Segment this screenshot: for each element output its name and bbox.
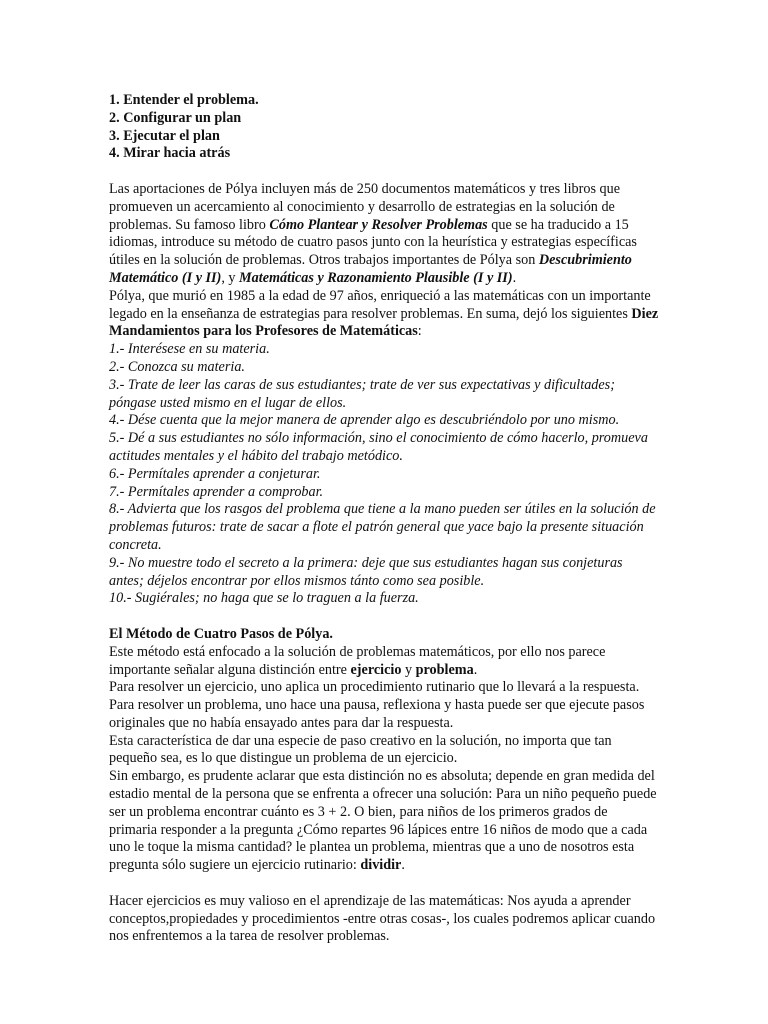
legacy-paragraph — [109, 288, 659, 341]
method-paragraph — [109, 644, 659, 680]
blank-line — [109, 875, 659, 893]
commandment-item: 7.- Permítales aprender a comprobar. — [109, 483, 324, 500]
book-title: Cómo Plantear y Resolver Problemas — [269, 216, 488, 233]
method-paragraph — [109, 768, 659, 875]
paragraph-text: que se ha traducido a 15 idiomas, introduce su método de cuatro pasos junto con la heurística y estrategias específicas útiles en la solución de problemas. Otros trabajos importantes de Pólya son — [109, 216, 637, 269]
paragraph-text: : — [417, 323, 422, 340]
step-item: 4. Mirar hacia atrás — [109, 145, 231, 162]
paragraph-text: Este método está enfocado a la solución de problemas matemáticos, por ello nos parece importante señalar alguna distinción entre — [109, 643, 606, 678]
paragraph-text: . — [512, 269, 517, 286]
commandment-item: 8.- Advierta que los rasgos del problema que tiene a la mano pueden ser útiles en la solución de problemas futuros: trate de sacar a flote el patrón general que yace bajo la presente situación concreta. — [109, 501, 656, 553]
commandment-item: 4.- Dése cuenta que la mejor manera de aprender algo es descubriéndolo por uno mismo. — [109, 412, 620, 429]
paragraph-text: y — [401, 661, 416, 678]
method-paragraph: Para resolver un ejercicio, uno aplica un procedimiento rutinario que lo llevará a la respuesta. Para resolver un problema, uno hace una pausa, reflexiona y hasta puede ser que ejecute pasos originales que no había ensayado antes para dar la respuesta. — [109, 679, 645, 731]
term-problem: problema — [415, 661, 474, 678]
paragraph-text: . — [401, 857, 405, 874]
polya-steps-list — [109, 92, 659, 163]
commandment-item: 9.- No muestre todo el secreto a la primera: deje que sus estudiantes hagan sus conjeturas antes; déjelos encontrar por ellos mismos tánto como sea posible. — [109, 554, 623, 589]
commandment-item: 2.- Conozca su materia. — [109, 358, 245, 375]
term-exercise: ejercicio — [350, 661, 402, 678]
paragraph-text: Sin embargo, es prudente aclarar que esta distinción no es absoluta; depende en gran medida del estadio mental de la persona que se enfrenta a ofrecer una solución: Para un niño pequeño puede ser un problema encontrar cuánto es 3 + 2. O bien, para niños de los primeros grados de primaria responder a la pregunta ¿Cómo repartes 96 lápices entre 16 niños de modo que a cada uno le toque la misma cantidad? le plantea un problema, mientras que a uno de nosotros esta pregunta sólo sugiere un ejercicio rutinario: — [109, 768, 657, 874]
commandment-item: 6.- Permítales aprender a conjeturar. — [109, 465, 321, 482]
step-item: 1. Entender el problema. — [109, 92, 259, 108]
paragraph-text: Las aportaciones de Pólya incluyen más de 250 documentos matemáticos y tres libros que promueven un acercamiento al conocimiento y desarrollo de estrategias en la solución de problemas. Su famoso libro — [109, 180, 621, 233]
method-heading: El Método de Cuatro Pasos de Pólya. — [109, 625, 333, 642]
commandment-item: 5.- Dé a sus estudiantes no sólo información, sino el conocimiento de cómo hacerlo, promueva actitudes mentales y el hábito del trabajo metódico. — [109, 430, 648, 464]
commandment-item: 10.- Sugiérales; no haga que se lo traguen a la fuerza. — [109, 590, 419, 607]
commandment-item: 1.- Interésese en su materia. — [109, 341, 270, 358]
paragraph-text: , y — [221, 269, 240, 286]
term-divide: dividir — [360, 857, 402, 874]
method-paragraph: Hacer ejercicios es muy valioso en el aprendizaje de las matemáticas: Nos ayuda a aprender conceptos,propiedades y procedimientos -entre otras cosas-, los cuales podremos aplicar cuando nos enfrentemos a la tarea de resolver problemas. — [109, 892, 656, 945]
step-item: 3. Ejecutar el plan — [109, 127, 220, 144]
paragraph-text: . — [473, 661, 478, 678]
book-title: Descubrimiento Matemático (I y II) — [109, 252, 632, 286]
blank-line — [109, 163, 659, 181]
commandment-item: 3.- Trate de leer las caras de sus estudiantes; trate de ver sus expectativas y dificultades; póngase usted mismo en el lugar de ellos. — [109, 376, 615, 411]
commandments-title: Diez Mandamientos para los Profesores de Matemáticas — [109, 305, 659, 340]
contributions-paragraph — [109, 181, 659, 288]
step-item: 2. Configurar un plan — [109, 109, 242, 126]
blank-line — [109, 608, 659, 626]
paragraph-text: Pólya, que murió en 1985 a la edad de 97 años, enriqueció a las matemáticas con un importante legado en la enseñanza de estrategias para resolver problemas. En suma, dejó los siguientes — [109, 287, 651, 322]
book-title: Matemáticas y Razonamiento Plausible (I y II) — [239, 269, 513, 286]
document-page — [109, 92, 659, 946]
method-paragraph: Esta característica de dar una especie de paso creativo en la solución, no importa que tan pequeño sea, es lo que distingue un problema de un ejercicio. — [109, 732, 612, 767]
commandments-list — [109, 341, 659, 608]
